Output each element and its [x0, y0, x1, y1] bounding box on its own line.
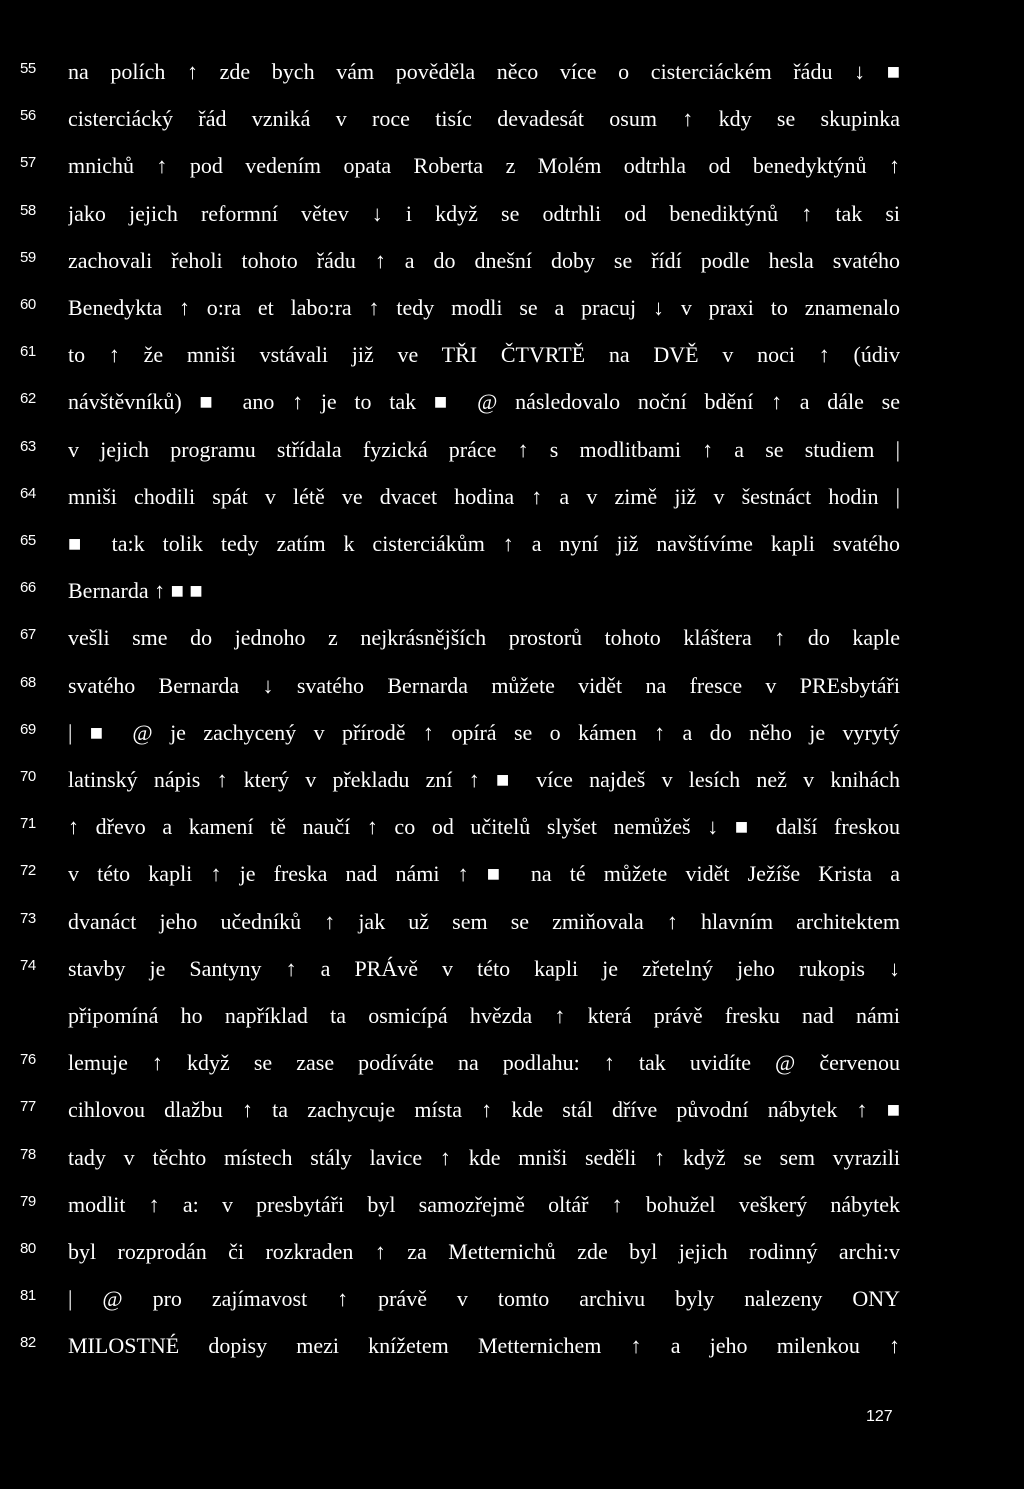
- line-text: mniši chodili spát v létě ve dvacet hodina ↑ a v zimě již v šestnáct hodin |: [68, 483, 900, 509]
- line-number: 60: [20, 296, 36, 313]
- line-text: jako jejich reformní větev ↓ i když se odtrhli od benediktýnů ↑ tak si: [68, 200, 900, 226]
- transcript-line: [0, 813, 1024, 853]
- line-text: ■ ta:k tolik tedy zatím k cisterciákům ↑ a nyní již navštívíme kapli svatého: [68, 531, 900, 556]
- transcript-line: [0, 908, 1024, 948]
- transcript-line: [0, 1096, 1024, 1136]
- transcript-line: [0, 672, 1024, 712]
- line-text: dvanáct jeho učedníků ↑ jak už sem se zmiňovala ↑ hlavním architektem: [68, 908, 900, 934]
- line-text: | ■ @ je zachycený v přírodě ↑ opírá se o kámen ↑ a do něho je vyrytý: [68, 719, 900, 745]
- transcript-line: [0, 1238, 1024, 1278]
- line-number: 62: [20, 390, 36, 408]
- line-text: lemuje ↑ když se zase podíváte na podlahu: ↑ tak uvidíte @ červenou: [68, 1050, 900, 1076]
- line-number: 69: [20, 720, 36, 738]
- line-text: | @ pro zajímavost ↑ právě v tomto archivu byly nalezeny ONY: [68, 1286, 900, 1312]
- transcript-line: [0, 1191, 1024, 1231]
- line-number: 72: [20, 862, 36, 880]
- line-text: modlit ↑ a: v presbytáři byl samozřejmě oltář ↑ bohužel veškerý nábytek: [68, 1191, 900, 1217]
- line-number: 74: [20, 956, 36, 974]
- line-text: svatého Bernarda ↓ svatého Bernarda můžete vidět na fresce v PREsbytáři: [68, 672, 900, 698]
- transcript-line: [0, 955, 1024, 995]
- line-text: návštěvníků) ■ ano ↑ je to tak ■ @ následovalo noční bdění ↑ a dále se: [68, 389, 900, 415]
- line-number: 67: [20, 626, 36, 644]
- line-number: 77: [20, 1098, 36, 1116]
- line-text: Benedykta ↑ o:ra et labo:ra ↑ tedy modli se a pracuj ↓ v praxi to znamenalo: [68, 295, 900, 320]
- line-number: 79: [20, 1192, 36, 1210]
- line-number: 82: [20, 1334, 36, 1352]
- transcript-line: [0, 1002, 1024, 1042]
- line-number: 58: [20, 201, 36, 219]
- line-number: 70: [20, 768, 36, 785]
- transcript-line: [0, 294, 1024, 334]
- transcript-line: [0, 152, 1024, 192]
- line-number: 71: [20, 815, 36, 833]
- line-text: mnichů ↑ pod vedením opata Roberta z Molém odtrhla od benedyktýnů ↑: [68, 153, 900, 179]
- line-number: 57: [20, 154, 36, 172]
- line-text: ↑ dřevo a kamení tě naučí ↑ co od učitelů slyšet nemůžeš ↓ ■ další freskou: [68, 814, 900, 840]
- line-number: 55: [20, 60, 36, 77]
- line-number: 59: [20, 248, 36, 266]
- line-number: 63: [20, 437, 36, 455]
- line-text: na polích ↑ zde bych vám pověděla něco více o cisterciáckém řádu ↓ ■: [68, 59, 900, 84]
- line-number: 78: [20, 1145, 36, 1163]
- transcript-line: [0, 577, 1024, 617]
- line-number: 80: [20, 1240, 36, 1257]
- transcript-line: [0, 719, 1024, 759]
- line-text: cihlovou dlažbu ↑ ta zachycuje místa ↑ kde stál dříve původní nábytek ↑ ■: [68, 1097, 900, 1123]
- line-text: zachovali řeholi tohoto řádu ↑ a do dnešní doby se řídí podle hesla svatého: [68, 247, 900, 273]
- line-number: 61: [20, 343, 36, 361]
- line-number: 66: [20, 579, 36, 597]
- transcript-line: [0, 200, 1024, 240]
- transcript-line: [0, 1144, 1024, 1184]
- line-text: cisterciácký řád vzniká v roce tisíc devadesát osum ↑ kdy se skupinka: [68, 106, 900, 132]
- line-number: 68: [20, 673, 36, 691]
- transcript-line: [0, 1332, 1024, 1372]
- line-text: MILOSTNÉ dopisy mezi knížetem Metternichem ↑ a jeho milenkou ↑: [68, 1333, 900, 1359]
- line-text: vešli sme do jednoho z nejkrásnějších prostorů tohoto kláštera ↑ do kaple: [68, 625, 900, 651]
- transcript-line: [0, 105, 1024, 145]
- transcript-line: [0, 483, 1024, 523]
- transcript-line: [0, 247, 1024, 287]
- transcript-line: [0, 1049, 1024, 1089]
- transcript-line: [0, 766, 1024, 806]
- transcript-line: [0, 624, 1024, 664]
- transcript-line: [0, 58, 1024, 98]
- line-text: to ↑ že mniši vstávali již ve TŘI ČTVRTĚ na DVĚ v noci ↑ (údiv: [68, 342, 900, 368]
- line-text: Bernarda ↑ ■ ■: [68, 578, 203, 604]
- transcript-line: [0, 860, 1024, 900]
- line-text: byl rozprodán či rozkraden ↑ za Metternichů zde byl jejich rodinný archi:v: [68, 1239, 900, 1264]
- line-number: 73: [20, 909, 36, 927]
- line-text: latinský nápis ↑ který v překladu zní ↑ ■ více najdeš v lesích než v knihách: [68, 767, 900, 792]
- transcript-line: [0, 436, 1024, 476]
- line-text: tady v těchto místech stály lavice ↑ kde mniši seděli ↑ když se sem vyrazili: [68, 1144, 900, 1170]
- transcript-line: [0, 530, 1024, 570]
- transcript-line: [0, 341, 1024, 381]
- line-number: 76: [20, 1051, 36, 1069]
- line-number: 81: [20, 1287, 36, 1305]
- page-number: 127: [866, 1408, 893, 1425]
- line-text: v jejich programu střídala fyzická práce ↑ s modlitbami ↑ a se studiem |: [68, 436, 900, 462]
- line-number: 56: [20, 107, 36, 125]
- line-number: 64: [20, 484, 36, 502]
- line-number: 65: [20, 532, 36, 549]
- transcript-line: [0, 1285, 1024, 1325]
- transcript-line: [0, 388, 1024, 428]
- line-text: připomíná ho například ta osmicípá hvězda ↑ která právě fresku nad námi: [68, 1003, 900, 1028]
- line-text: stavby je Santyny ↑ a PRÁvě v této kapli je zřetelný jeho rukopis ↓: [68, 955, 900, 981]
- line-text: v této kapli ↑ je freska nad námi ↑ ■ na té můžete vidět Ježíše Krista a: [68, 861, 900, 887]
